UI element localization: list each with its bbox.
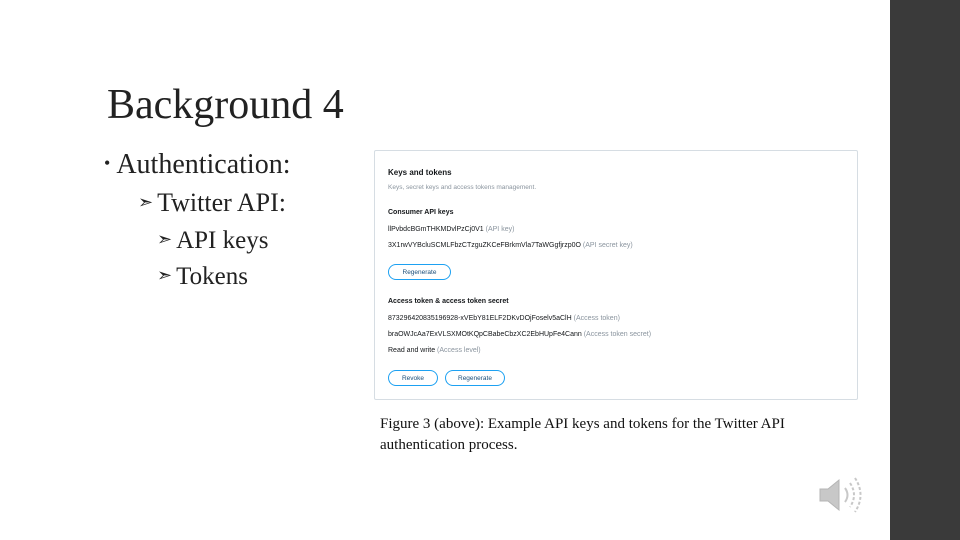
api-secret-row: [388, 242, 633, 249]
access-level-note: (Access level): [437, 347, 481, 354]
api-key-note: (API key): [485, 226, 515, 233]
keys-tokens-title: Keys and tokens: [388, 168, 452, 177]
figure-caption: Figure 3 (above): Example API keys and tokens for the Twitter API authentication process.: [380, 416, 785, 453]
api-secret-value: 3X1rwVYBcluSCMLFbzCTzguZKCeFBrkmVla7TaWGgfjrzp0O: [388, 242, 581, 249]
keys-tokens-subtitle: Keys, secret keys and access tokens management.: [388, 184, 537, 191]
regenerate-access-button[interactable]: Regenerate: [445, 370, 505, 386]
access-secret-row: [388, 331, 651, 338]
access-level-row: [388, 347, 481, 354]
arrow-bullet-icon: ➣: [138, 192, 154, 212]
consumer-keys-heading: Consumer API keys: [388, 209, 454, 216]
revoke-button[interactable]: Revoke: [388, 370, 438, 386]
api-key-value: llPvbdcBGmTHKMDvlPzCj0V1: [388, 226, 484, 233]
access-secret-note: (Access token secret): [583, 331, 652, 338]
bullet-text: Tokens: [176, 263, 248, 290]
api-secret-note: (API secret key): [582, 242, 633, 249]
bullet-dot-icon: •: [104, 153, 111, 173]
access-token-note: (Access token): [573, 315, 620, 322]
right-side-bar: [890, 0, 960, 540]
bullet-level3: [157, 226, 268, 257]
bullet-level2: [138, 187, 286, 221]
slide-title: Background 4: [107, 82, 344, 128]
access-token-value: 873296420835196928-xVEbY81ELF2DKvDOjFoselv5aClH: [388, 315, 572, 322]
access-secret-value: braOWJcAa7ExVLSXMOtKQpCBabeCbzXC2EbHUpFe4Cann: [388, 331, 582, 338]
access-token-heading: Access token & access token secret: [388, 298, 509, 305]
speaker-icon[interactable]: [817, 473, 865, 517]
bullet-level1: [104, 148, 291, 184]
regenerate-consumer-button[interactable]: Regenerate: [388, 264, 451, 280]
bullet-text: Authentication:: [116, 149, 291, 180]
bullet-text: Twitter API:: [157, 188, 286, 217]
arrow-bullet-icon: ➣: [157, 265, 173, 285]
bullet-text: API keys: [176, 227, 269, 254]
arrow-bullet-icon: ➣: [157, 229, 173, 249]
api-key-row: [388, 226, 514, 233]
keys-tokens-screenshot: [374, 150, 858, 400]
access-level-value: Read and write: [388, 347, 436, 354]
bullet-level3: [157, 262, 248, 293]
access-token-row: [388, 315, 620, 322]
